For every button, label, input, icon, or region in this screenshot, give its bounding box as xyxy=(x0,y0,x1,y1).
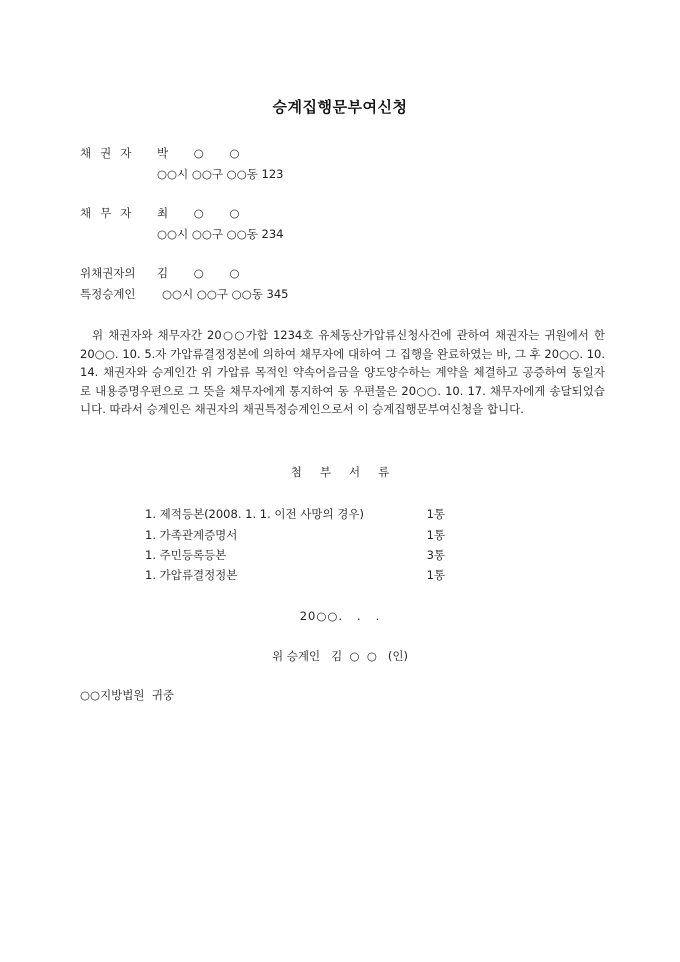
debtor-address: ○○시 ○○구 ○○동 234 xyxy=(157,227,284,241)
attachment-name: 1. 제적등본(2008. 1. 1. 이전 사망의 경우) xyxy=(145,507,364,521)
successor-name: 김 ○ ○ xyxy=(157,266,240,280)
attachment-qty: 1통 xyxy=(426,568,445,582)
attachment-qty: 1통 xyxy=(426,528,445,542)
court-addressee: ○○지방법원 귀중 xyxy=(80,688,175,702)
attachments-title: 첨부서류 xyxy=(290,465,408,479)
attachment-item xyxy=(145,547,445,565)
successor-address: ○○시 ○○구 ○○동 345 xyxy=(162,287,289,301)
attachment-item xyxy=(145,567,445,585)
document-title: 승계집행문부여신청 xyxy=(272,98,408,116)
attachment-qty: 3통 xyxy=(426,548,445,562)
application-body: 위 채권자와 채무자간 20○○가합 1234호 유체동산가압류신청사건에 관하여 채권자는 귀원에서 한 20○○. 10. 5.자 가압류결정정본에 의하여 채무자에 대하여 그 집행을 완료하였는 바, 그 후 20○○. 10. 14. 채권자와 승계인간 위 가압류 목적인 약속어음금을 양도양수하는 계약을 체결하고 공증하여 동일자로 내용증명우편으로 그 뜻을 채무자에게 통지하여 동 우편물은 20○○. 10. 17. 채무자에게 송달되었습니다. 따라서 승계인은 채권자의 채권특정승계인으로서 이 승계집행문부여신청을 합니다. xyxy=(80,328,605,416)
attachment-item xyxy=(145,506,445,524)
debtor-name: 최 ○ ○ xyxy=(157,206,240,220)
attachment-name: 1. 가족관계증명서 xyxy=(145,528,238,542)
attachment-name: 1. 주민등록등본 xyxy=(145,548,227,562)
successor-label-line2: 특정승계인 xyxy=(80,287,136,301)
creditor-address: ○○시 ○○구 ○○동 123 xyxy=(157,167,284,181)
creditor-name: 박 ○ ○ xyxy=(157,146,240,160)
applicant-signature: 위 승계인 김 ○ ○ (인) xyxy=(272,649,408,663)
attachment-item xyxy=(145,527,445,545)
filing-date: 20○○. . . xyxy=(299,609,381,623)
debtor-label: 채무자 xyxy=(80,206,141,220)
attachment-name: 1. 가압류결정정본 xyxy=(145,568,238,582)
successor-label-line1: 위채권자의 xyxy=(80,266,136,280)
attachment-qty: 1통 xyxy=(426,507,445,521)
creditor-label: 채권자 xyxy=(80,146,141,160)
